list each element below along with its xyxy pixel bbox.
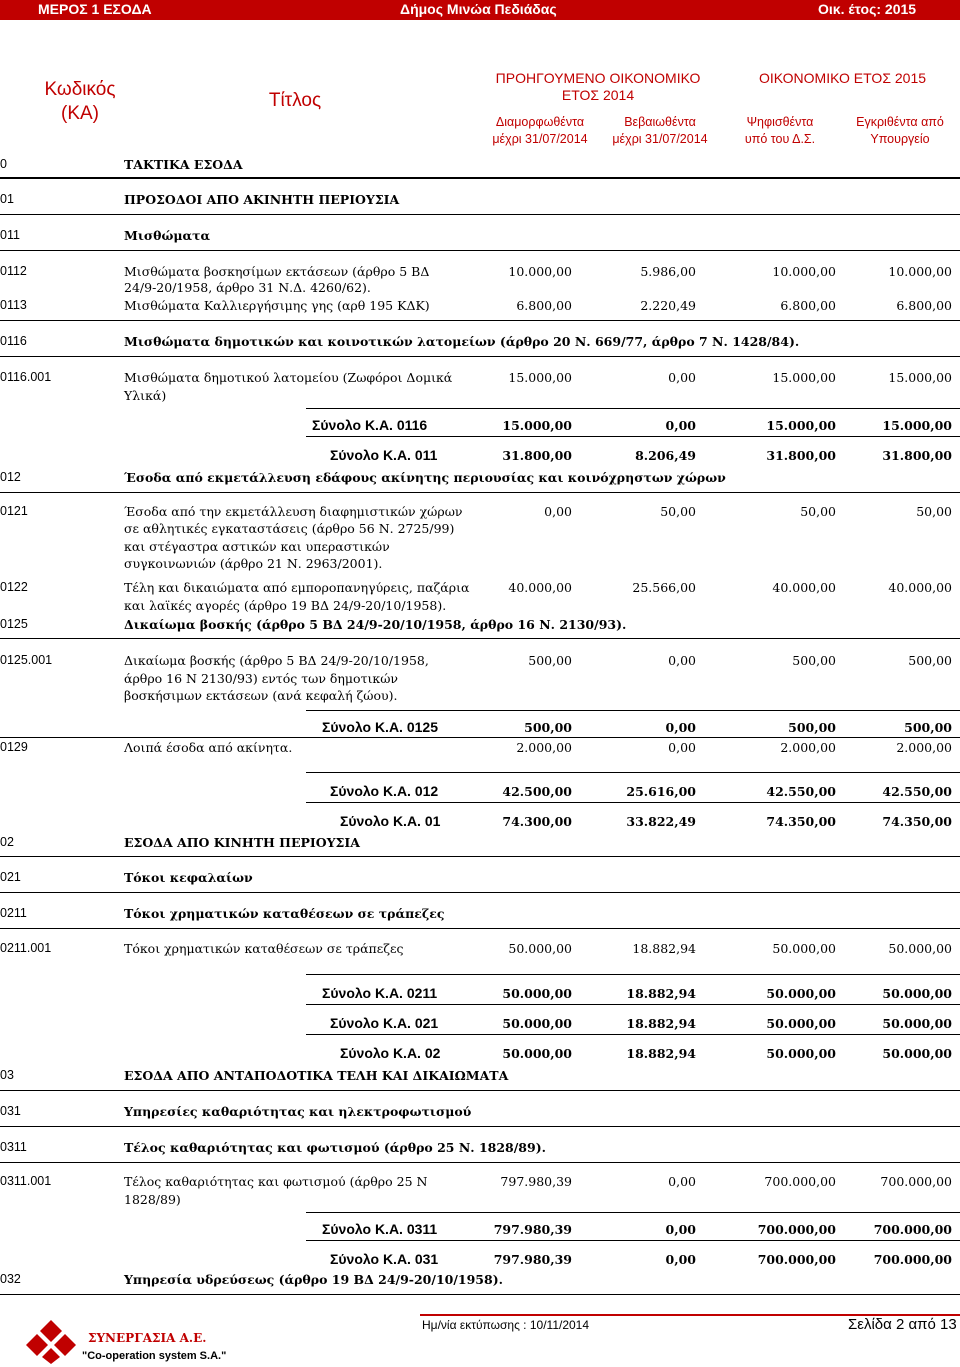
- value-confirmed: 25.566,00: [632, 580, 696, 595]
- row-code: 0125.001: [0, 653, 53, 667]
- row-code: 031: [0, 1104, 21, 1118]
- fiscal-year: Οικ. έτος: 2015: [818, 1, 917, 17]
- divider: [0, 1090, 960, 1091]
- subtotal-label: Σύνολο Κ.Α. 012: [330, 783, 439, 799]
- section-label: ΜΕΡΟΣ 1 ΕΣΟΔΑ: [38, 1, 152, 17]
- value-voted: 50.000,00: [766, 1046, 836, 1061]
- value-confirmed: 2.220,49: [640, 298, 696, 313]
- value-formed: 6.800,00: [516, 298, 572, 313]
- divider: [0, 892, 960, 893]
- value-formed: 797.980,39: [500, 1174, 572, 1189]
- row-title: Έσοδα από εκμετάλλευση εδάφους ακίνητης περιουσίας και κοινόχρηστων χώρων: [124, 470, 726, 485]
- divider: [306, 772, 960, 773]
- row-title: ΤΑΚΤΙΚΑ ΕΣΟΔΑ: [124, 157, 243, 172]
- value-confirmed: 0,00: [668, 740, 696, 755]
- value-voted: 15.000,00: [772, 370, 836, 385]
- row-code: 0211.001: [0, 941, 52, 955]
- value-approved: 15.000,00: [888, 370, 952, 385]
- value-formed: 74.300,00: [502, 814, 572, 829]
- row-title: Τέλος καθαριότητας και φωτισμού (άρθρο 25 Ν. 1828/89).: [124, 1140, 546, 1155]
- value-approved: 50.000,00: [882, 986, 952, 1001]
- divider: [306, 408, 960, 409]
- title-header: Τίτλος: [268, 90, 322, 111]
- col-formed-header: Διαμορφωθέντα μέχρι 31/07/2014: [492, 115, 588, 146]
- value-voted: 50,00: [800, 504, 836, 519]
- divider: [0, 928, 960, 929]
- row-title: Υπηρεσίες καθαριότητας και ηλεκτροφωτισμού: [124, 1104, 472, 1119]
- value-approved: 50.000,00: [888, 941, 952, 956]
- divider: [0, 177, 960, 179]
- subtotal-label: Σύνολο Κ.Α. 0125: [322, 719, 438, 735]
- value-formed: 50.000,00: [502, 986, 572, 1001]
- row-title: συγκοινωνιών (άρθρο 21 Ν. 2963/2001).: [124, 556, 383, 571]
- row-code: 0116: [0, 334, 27, 348]
- value-approved: 50,00: [916, 504, 952, 519]
- row-code: 011: [0, 228, 20, 242]
- subtotal-label: Σύνολο Κ.Α. 021: [330, 1015, 439, 1031]
- value-formed: 797.980,39: [493, 1252, 572, 1267]
- value-formed: 15.000,00: [508, 370, 572, 385]
- row-code: 0112: [0, 264, 27, 278]
- value-confirmed: 50,00: [660, 504, 696, 519]
- row-title: Τόκοι κεφαλαίων: [124, 870, 253, 885]
- row-title: Δικαίωμα βοσκής (άρθρο 5 ΒΔ 24/9-20/10/1958, άρθρο 16 Ν. 2130/93).: [124, 617, 627, 632]
- subtotal-label: Σύνολο Κ.Α. 0116: [312, 417, 428, 433]
- divider: [0, 214, 960, 215]
- print-date: Ημ/νία εκτύπωσης : 10/11/2014: [422, 1318, 590, 1332]
- value-voted: 2.000,00: [780, 740, 836, 755]
- value-confirmed: 0,00: [665, 1252, 696, 1267]
- divider: [0, 1126, 960, 1127]
- divider: [306, 802, 960, 803]
- row-title: Τόκοι χρηματικών καταθέσεων σε τράπεζες: [124, 906, 445, 921]
- row-title: Τέλη και δικαιώματα από εμποροπανηγύρεις, παζάρια: [124, 580, 470, 595]
- row-title: Υλικά): [124, 388, 167, 403]
- subtotal-label: Σύνολο Κ.Α. 01: [340, 813, 441, 829]
- value-confirmed: 0,00: [668, 653, 696, 668]
- value-voted: 42.550,00: [766, 784, 836, 799]
- row-title: ΠΡΟΣΟΔΟΙ ΑΠΟ ΑΚΙΝΗΤΗ ΠΕΡΙΟΥΣΙΑ: [124, 192, 400, 207]
- row-title: Έσοδα από την εκμετάλλευση διαφημιστικών χώρων: [124, 504, 463, 519]
- row-title: ΕΣΟΔΑ ΑΠΟ ΑΝΤΑΠΟΔΟΤΙΚΑ ΤΕΛΗ ΚΑΙ ΔΙΚΑΙΩΜΑΤΑ: [124, 1068, 509, 1083]
- row-title: και στέγαστρα αστικών και υπεραστικών: [124, 539, 390, 554]
- value-formed: 500,00: [524, 720, 572, 735]
- row-title: Τόκοι χρηματικών καταθέσεων σε τράπεζες: [124, 941, 404, 956]
- row-code: 0125: [0, 617, 28, 631]
- row-code: 032: [0, 1272, 21, 1286]
- value-voted: 50.000,00: [766, 1016, 836, 1031]
- row-code: 0116.001: [0, 370, 52, 384]
- row-title: Μισθώματα: [124, 228, 211, 243]
- row-title: 1828/89): [124, 1192, 181, 1207]
- value-formed: 10.000,00: [508, 264, 572, 279]
- value-formed: 50.000,00: [502, 1046, 572, 1061]
- value-confirmed: 5.986,00: [640, 264, 696, 279]
- value-formed: 0,00: [544, 504, 572, 519]
- row-code: 0311: [0, 1140, 27, 1154]
- value-voted: 6.800,00: [780, 298, 836, 313]
- subtotal-label: Σύνολο Κ.Α. 0211: [322, 985, 438, 1001]
- value-voted: 700.000,00: [757, 1222, 836, 1237]
- value-voted: 50.000,00: [772, 941, 836, 956]
- divider: [306, 974, 960, 975]
- value-approved: 10.000,00: [888, 264, 952, 279]
- divider: [0, 1294, 960, 1295]
- top-bar: [0, 0, 960, 20]
- cur-year-header: ΟΙΚΟΝΟΜΙΚΟ ΕΤΟΣ 2015: [758, 70, 927, 86]
- value-confirmed: 33.822,49: [626, 814, 696, 829]
- value-approved: 500,00: [904, 720, 952, 735]
- value-formed: 797.980,39: [493, 1222, 572, 1237]
- value-formed: 40.000,00: [508, 580, 572, 595]
- divider: [306, 710, 960, 711]
- value-confirmed: 18.882,94: [626, 986, 696, 1001]
- value-confirmed: 18.882,94: [626, 1016, 696, 1031]
- subtotal-label: Σύνολο Κ.Α. 011: [330, 447, 438, 463]
- divider: [0, 1162, 960, 1163]
- row-code: 0211: [0, 906, 27, 920]
- value-approved: 15.000,00: [882, 418, 952, 433]
- value-confirmed: 0,00: [665, 720, 696, 735]
- value-formed: 15.000,00: [502, 418, 572, 433]
- value-formed: 50.000,00: [502, 1016, 572, 1031]
- row-title: και λαϊκές αγορές (άρθρο 19 ΒΔ 24/9-20/10/1958).: [124, 598, 447, 613]
- company-logo: [20, 1318, 82, 1364]
- subtotal-label: Σύνολο Κ.Α. 031: [330, 1251, 439, 1267]
- row-title: Τέλος καθαριότητας και φωτισμού (άρθρο 25 Ν: [124, 1174, 428, 1189]
- row-title: ΕΣΟΔΑ ΑΠΟ ΚΙΝΗΤΗ ΠΕΡΙΟΥΣΙΑ: [124, 835, 360, 850]
- divider: [0, 356, 960, 357]
- row-title: Μισθώματα δημοτικού λατομείου (Ζωφόροι Δομικά: [124, 370, 453, 385]
- value-voted: 74.350,00: [766, 814, 836, 829]
- divider: [0, 638, 960, 639]
- prev-year-header: ΠΡΟΗΓΟΥΜΕΝΟ ΟΙΚΟΝΟΜΙΚΟ ΕΤΟΣ 2014: [495, 70, 701, 103]
- row-code: 0121: [0, 504, 28, 518]
- value-approved: 31.800,00: [882, 448, 952, 463]
- row-title: βοσκήσιμων εκτάσεων (ανά κεφαλή ζώου).: [124, 688, 398, 703]
- value-formed: 42.500,00: [502, 784, 572, 799]
- divider: [0, 250, 960, 251]
- code-header: Κωδικός (ΚΑ): [44, 79, 116, 124]
- value-formed: 500,00: [528, 653, 572, 668]
- value-approved: 700.000,00: [880, 1174, 952, 1189]
- row-title: σε αθλητικές εγκαταστάσεις (άρθρο 56 Ν. 2725/99): [124, 521, 455, 536]
- value-confirmed: 18.882,94: [632, 941, 696, 956]
- value-approved: 42.550,00: [882, 784, 952, 799]
- row-code: 02: [0, 835, 14, 849]
- value-confirmed: 18.882,94: [626, 1046, 696, 1061]
- row-code: 012: [0, 470, 21, 484]
- value-confirmed: 0,00: [665, 418, 696, 433]
- row-code: 0129: [0, 740, 28, 754]
- row-code: 0113: [0, 298, 27, 312]
- divider: [0, 492, 960, 493]
- row-title: Μισθώματα βοσκησίμων εκτάσεων (άρθρο 5 ΒΔ: [124, 264, 430, 279]
- page-number: Σελίδα 2 από 13: [848, 1316, 957, 1333]
- divider: [0, 320, 960, 321]
- value-approved: 700.000,00: [873, 1252, 952, 1267]
- value-formed: 31.800,00: [502, 448, 572, 463]
- value-voted: 500,00: [792, 653, 836, 668]
- divider: [0, 737, 960, 738]
- value-approved: 50.000,00: [882, 1046, 952, 1061]
- row-title: άρθρο 16 Ν 2130/93) εντός των δημοτικών: [124, 671, 398, 686]
- value-approved: 40.000,00: [888, 580, 952, 595]
- value-confirmed: 0,00: [668, 370, 696, 385]
- col-confirmed-header: Βεβαιωθέντα μέχρι 31/07/2014: [612, 115, 708, 146]
- value-confirmed: 25.616,00: [626, 784, 696, 799]
- subtotal-label: Σύνολο Κ.Α. 0311: [322, 1221, 438, 1237]
- row-title: Δικαίωμα βοσκής (άρθρο 5 ΒΔ 24/9-20/10/1958,: [124, 653, 429, 668]
- divider: [306, 1240, 960, 1241]
- col-approved-header: Εγκριθέντα από Υπουργείο: [856, 115, 944, 146]
- row-code: 0: [0, 157, 7, 171]
- col-voted-header: Ψηφισθέντα υπό του Δ.Σ.: [744, 115, 816, 146]
- value-confirmed: 0,00: [665, 1222, 696, 1237]
- value-voted: 700.000,00: [764, 1174, 836, 1189]
- company-name-en: "Co-operation system S.A.": [82, 1350, 227, 1362]
- row-code: 021: [0, 870, 21, 884]
- row-code: 03: [0, 1068, 14, 1082]
- value-voted: 15.000,00: [766, 418, 836, 433]
- row-title: 24/9-20/1958, άρθρο 31 Ν.Δ. 4260/62).: [124, 280, 371, 295]
- value-voted: 700.000,00: [757, 1252, 836, 1267]
- divider: [306, 1004, 960, 1005]
- divider: [306, 436, 960, 437]
- municipality-name: Δήμος Μινώα Πεδιάδας: [400, 1, 557, 17]
- row-title: Λοιπά έσοδα από ακίνητα.: [124, 740, 293, 755]
- row-title: Υπηρεσία υδρεύσεως (άρθρο 19 ΒΔ 24/9-20/10/1958).: [124, 1272, 503, 1287]
- value-approved: 74.350,00: [882, 814, 952, 829]
- row-code: 0311.001: [0, 1174, 52, 1188]
- divider: [0, 856, 960, 857]
- value-voted: 50.000,00: [766, 986, 836, 1001]
- value-voted: 40.000,00: [772, 580, 836, 595]
- value-approved: 700.000,00: [873, 1222, 952, 1237]
- subtotal-label: Σύνολο Κ.Α. 02: [340, 1045, 441, 1061]
- value-formed: 50.000,00: [508, 941, 572, 956]
- divider: [306, 1212, 960, 1213]
- value-approved: 500,00: [908, 653, 952, 668]
- row-title: Μισθώματα Καλλιεργήσιμης γης (αρθ 195 ΚΔΚ): [124, 298, 430, 313]
- value-approved: 50.000,00: [882, 1016, 952, 1031]
- value-voted: 500,00: [788, 720, 836, 735]
- value-confirmed: 8.206,49: [635, 448, 696, 463]
- value-formed: 2.000,00: [516, 740, 572, 755]
- value-confirmed: 0,00: [668, 1174, 696, 1189]
- divider: [306, 1034, 960, 1035]
- row-code: 0122: [0, 580, 28, 594]
- row-title: Μισθώματα δημοτικών και κοινοτικών λατομείων (άρθρο 20 Ν. 669/77, άρθρο 7 Ν. 1428/84).: [124, 334, 800, 349]
- row-code: 01: [0, 192, 14, 206]
- value-voted: 31.800,00: [766, 448, 836, 463]
- value-voted: 10.000,00: [772, 264, 836, 279]
- value-approved: 2.000,00: [896, 740, 952, 755]
- company-name: ΣΥΝΕΡΓΑΣΙΑ Α.Ε.: [88, 1331, 207, 1345]
- value-approved: 6.800,00: [896, 298, 952, 313]
